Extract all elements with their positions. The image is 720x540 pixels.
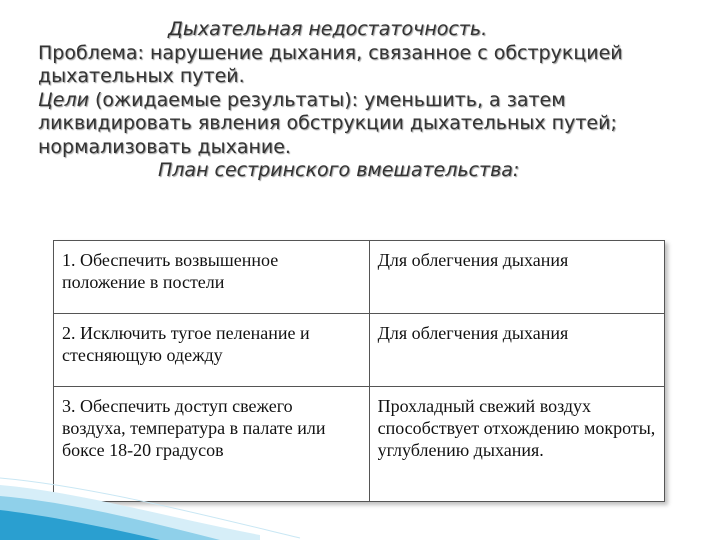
table-row — [54, 241, 665, 314]
action-cell: 3. Обеспечить доступ свежего воздуха, температура в палате или боксе 18-20 градусов — [54, 387, 370, 502]
goals-label: Цели — [38, 88, 89, 111]
slide-heading — [38, 18, 698, 183]
reason-cell: Для облегчения дыхания — [369, 314, 664, 387]
reason-cell: Для облегчения дыхания — [369, 241, 664, 314]
goals-text: (ожидаемые результаты): уменьшить, а затем — [88, 88, 566, 111]
goals-line-3: нормализовать дыхание. — [38, 135, 291, 158]
goals-line-1 — [38, 89, 698, 113]
problem-line-2: дыхательных путей. — [38, 65, 245, 87]
table-row — [54, 314, 665, 387]
action-cell: 1. Обеспечить возвышенное положение в постели — [54, 241, 370, 314]
reason-cell: Прохладный свежий воздух способствует отхождению мокроты, углублению дыхания. — [369, 387, 664, 502]
plan-title: План сестринского вмешательства: — [158, 159, 520, 181]
decorative-wave — [0, 430, 720, 540]
action-cell: 2. Исключить тугое пеленание и стесняющую одежду — [54, 314, 370, 387]
slide-title: Дыхательная недостаточность. — [168, 18, 488, 40]
goals-line-2: ликвидировать явления обструкции дыхательных путей; — [38, 112, 617, 134]
problem-line-1: Проблема: нарушение дыхания, связанное с обструкцией — [38, 41, 623, 64]
